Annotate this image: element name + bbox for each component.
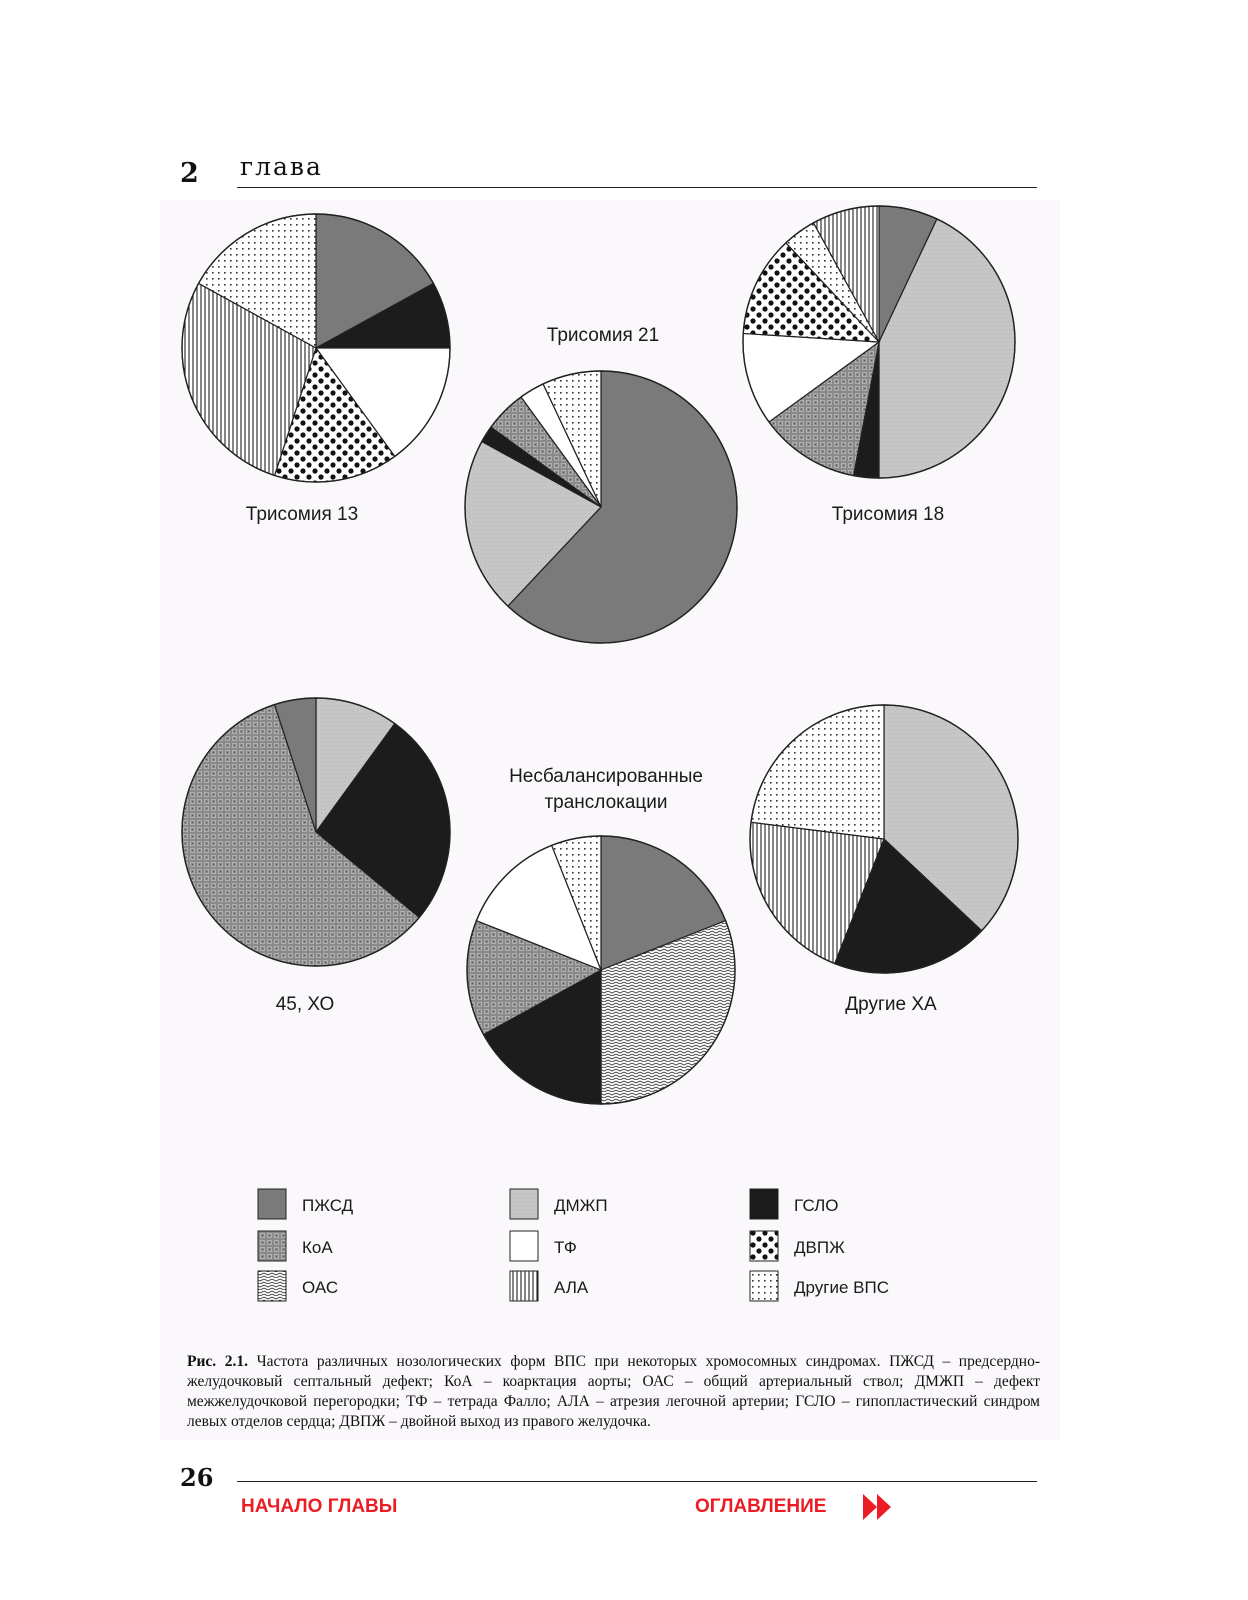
pie-title-trisomy-13: Трисомия 13 xyxy=(245,504,359,525)
legend-swatch-gslo xyxy=(750,1189,778,1219)
pie-slice-other xyxy=(751,705,884,839)
legend-label-dmzhp: ДМЖП xyxy=(554,1196,608,1215)
chapter-start-link[interactable]: НАЧАЛО ГЛАВЫ xyxy=(241,1496,398,1517)
pie-title-unbalanced-translocations: Несбалансированные транслокации xyxy=(509,766,703,813)
pie-title-trisomy-21: Трисомия 21 xyxy=(546,325,660,346)
legend-swatch-oas xyxy=(258,1271,286,1301)
double-arrow-right-icon[interactable] xyxy=(863,1494,893,1520)
legend-swatch-dmzhp xyxy=(510,1189,538,1219)
figure-caption xyxy=(187,1352,1040,1432)
pie-trisomy-21 xyxy=(465,371,737,643)
legend-swatch-other xyxy=(750,1271,778,1301)
caption-text: Частота различных нозологических форм ВПС при некоторых хромосомных синдромах. ПЖСД – предсердно-желудочковый септальный дефект; КоА – коарктация аорты; ОАС – общий артериальный ствол; ДМЖП – дефект межжелудочковой перегородки; ТФ – тетрада Фалло; АЛА – атрезия легочной артерии; ГСЛО – гипопластический синдром левых отделов сердца; ДВПЖ – двойной выход из правого желудочка. xyxy=(187,1353,1041,1430)
pie-title-trisomy-18: Трисомия 18 xyxy=(831,504,945,525)
legend-swatch-ala xyxy=(510,1271,538,1301)
contents-link[interactable]: ОГЛАВЛЕНИЕ xyxy=(695,1496,827,1517)
legend-label-oas: ОАС xyxy=(302,1278,339,1297)
legend-label-other: Другие ВПС xyxy=(794,1278,889,1297)
figure xyxy=(160,200,1060,1440)
legend-label-tf: ТФ xyxy=(554,1238,577,1257)
caption-label: Рис. 2.1. xyxy=(187,1353,248,1370)
chapter-title: глава xyxy=(240,152,323,181)
chapter-number: 2 xyxy=(180,158,199,189)
pie-title-45-xo: 45, ХО xyxy=(275,994,335,1015)
pie-other-ca xyxy=(750,705,1018,973)
legend-label-gslo: ГСЛО xyxy=(794,1196,839,1215)
legend-swatch-koa xyxy=(258,1231,286,1261)
legend-label-ala: АЛА xyxy=(554,1278,589,1297)
legend-label-pzhsd: ПЖСД xyxy=(302,1196,354,1215)
legend-swatch-dvpzh xyxy=(750,1231,778,1261)
legend-swatch-pzhsd xyxy=(258,1189,286,1219)
page-number: 26 xyxy=(180,1463,214,1492)
pie-trisomy-13 xyxy=(182,214,450,482)
pie-trisomy-18 xyxy=(743,206,1015,478)
legend-swatch-tf xyxy=(510,1231,538,1261)
legend xyxy=(258,1189,889,1301)
footer-divider xyxy=(237,1481,1037,1482)
legend-label-koa: КоА xyxy=(302,1238,333,1257)
pie-title-other-ca: Другие ХА xyxy=(845,994,937,1015)
header-divider xyxy=(237,187,1037,188)
figure-charts xyxy=(160,200,1060,1440)
pie-45-xo xyxy=(182,698,450,966)
legend-label-dvpzh: ДВПЖ xyxy=(794,1238,845,1257)
pie-unbalanced-translocations xyxy=(467,836,735,1104)
